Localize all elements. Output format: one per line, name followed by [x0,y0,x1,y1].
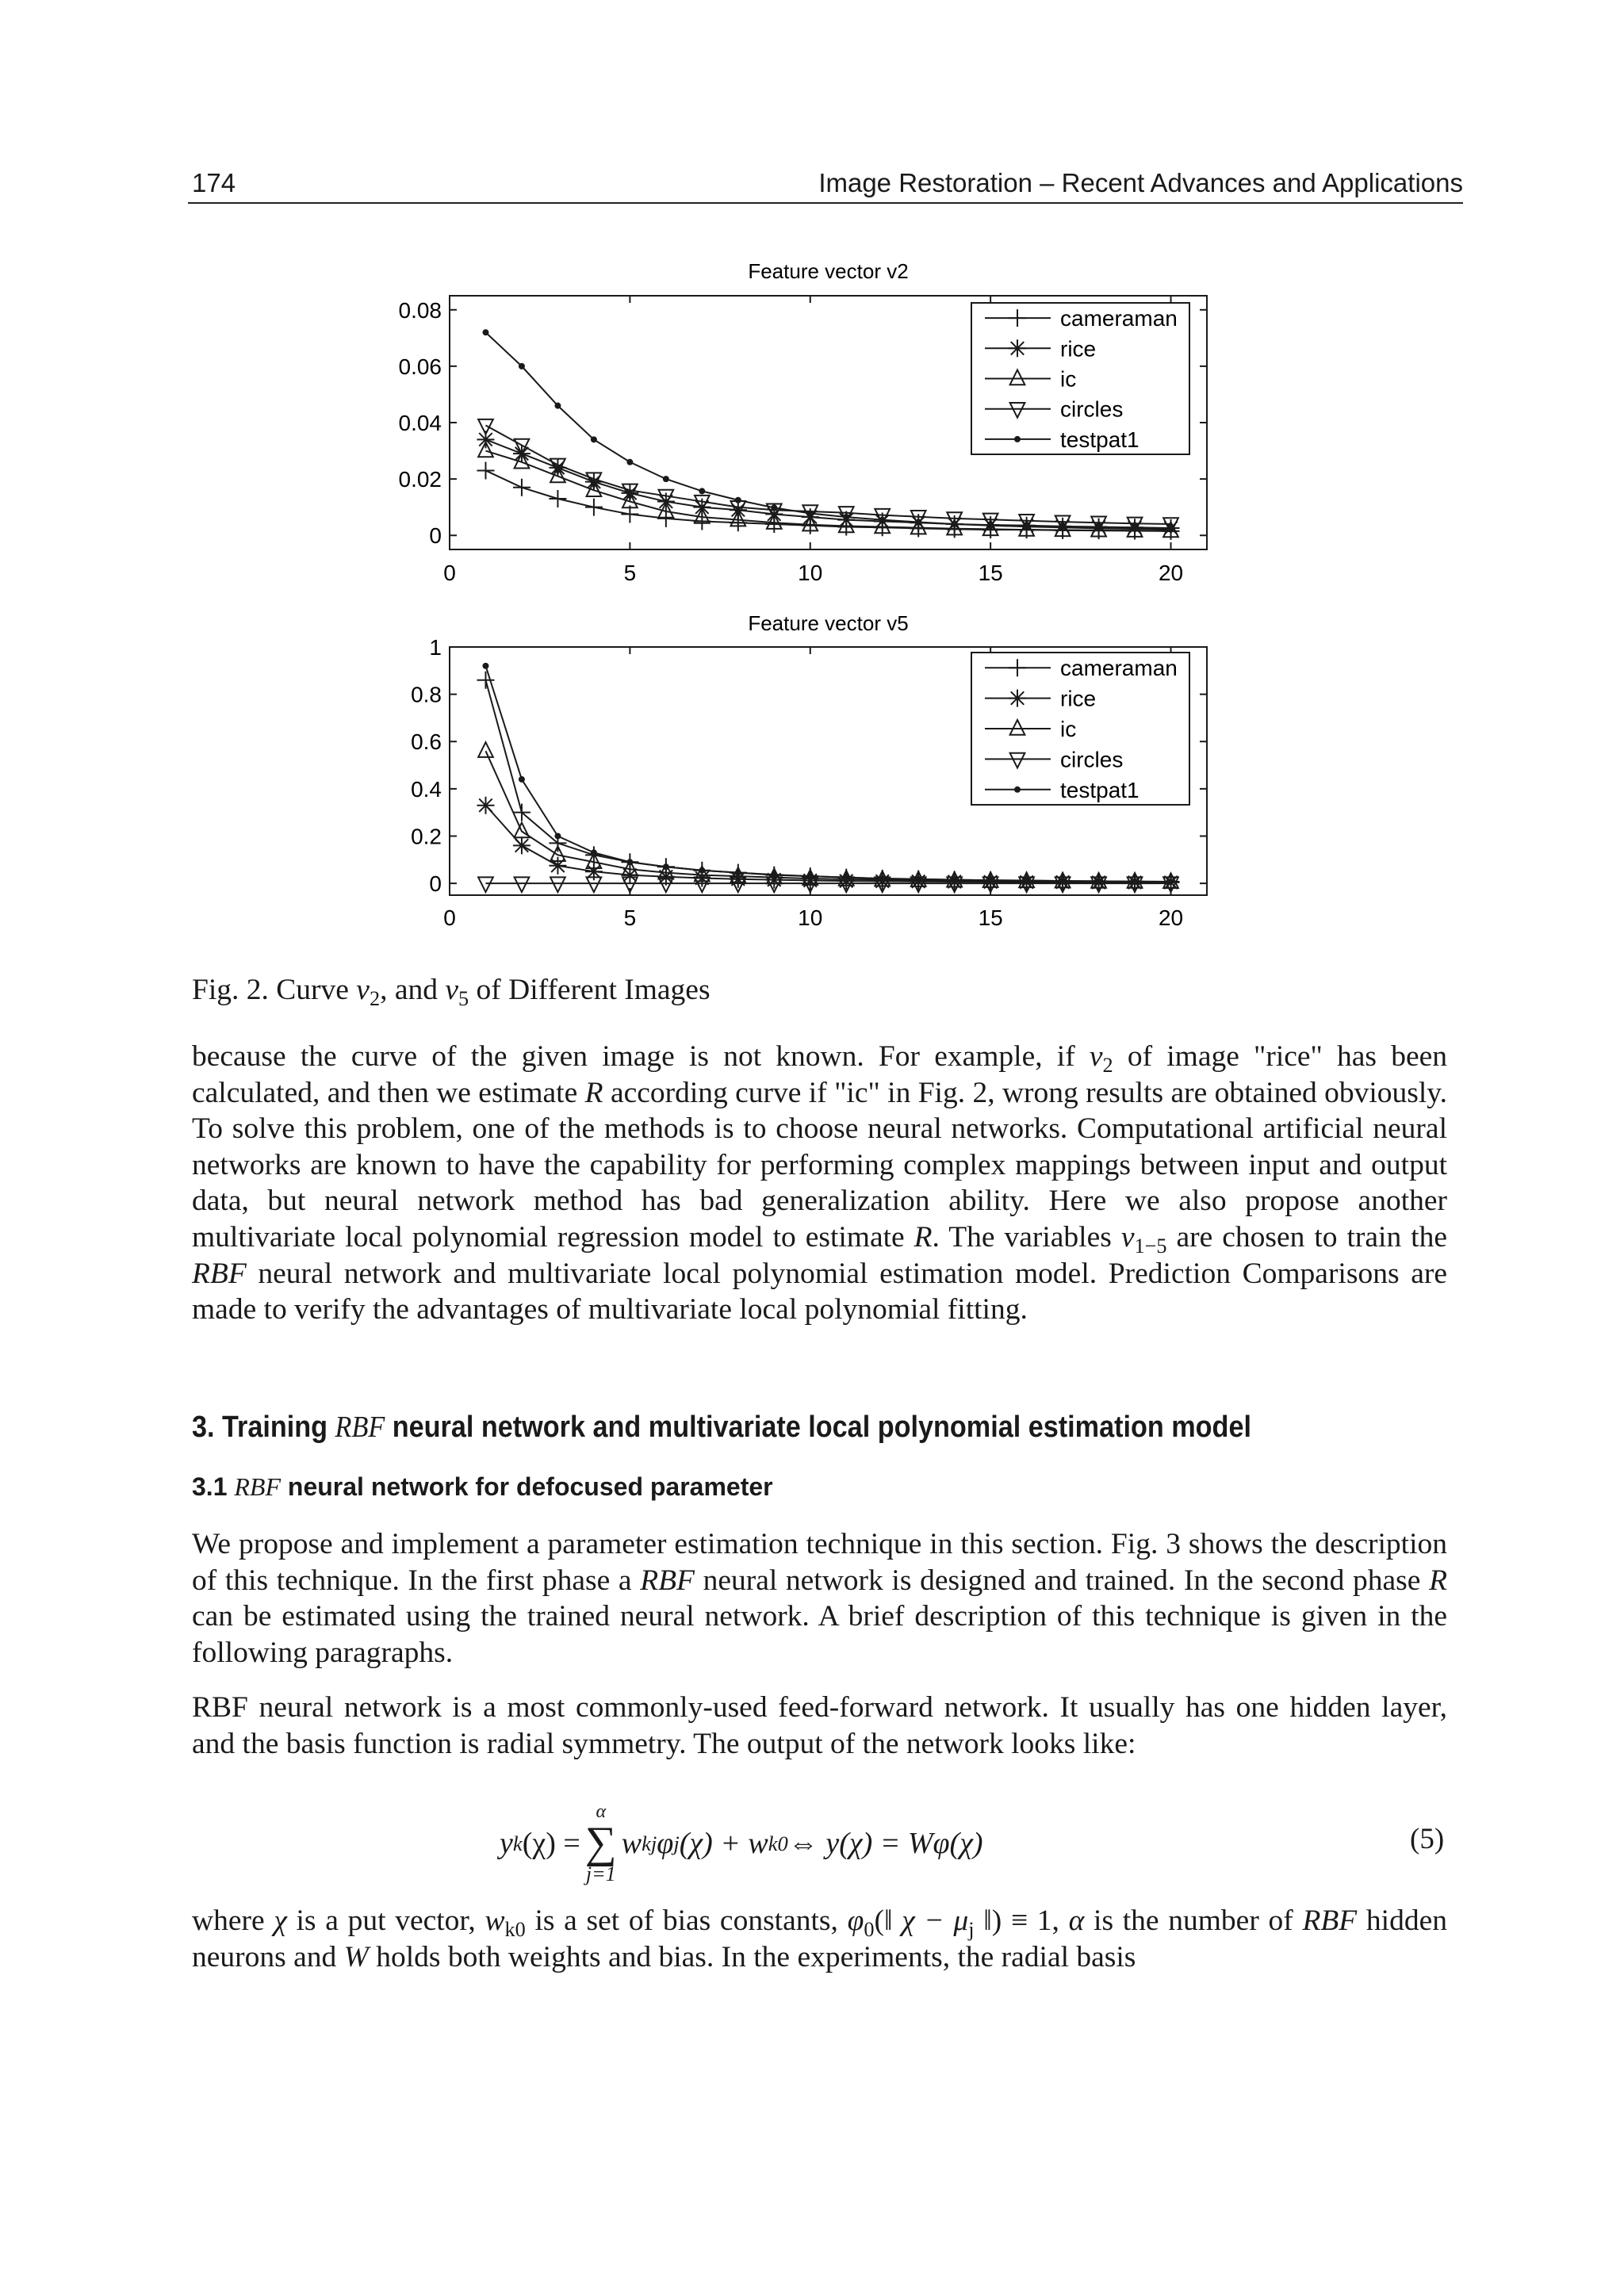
dot-marker [554,403,561,409]
chart-legend [971,653,1189,805]
dot-marker [843,875,849,881]
dot-marker [699,867,705,874]
x-tick-label: 10 [798,905,823,930]
dot-marker [735,497,741,503]
text-run: . The variables [932,1220,1121,1254]
text-run: of image "rice" has been calculated, and then we estimate [192,1040,1447,1109]
plus-marker [585,499,603,516]
dot-marker [591,436,597,442]
dot-marker [1096,525,1102,531]
math-italic: α [1068,1904,1085,1937]
dot-marker [591,849,597,856]
dot-marker [1132,526,1138,532]
x-tick-label: 20 [1158,905,1184,930]
subsection-heading [192,1472,773,1502]
plus-marker [549,490,566,507]
text-run: , and [380,974,446,1006]
y-tick-label: 0.8 [411,682,442,707]
text-run: holds both weights and bias. In the experiments, the radial basis [368,1940,1136,1973]
text-run: RBF neural network is a most commonly-used feed-forward network. It usually has one hidden layer, and the basis function is radial symmetry. The output of the network looks like: [192,1691,1447,1760]
text-run: 3. Training [192,1411,335,1444]
eq-lhs: y [500,1827,513,1860]
legend-label: rice [1060,336,1097,362]
text-run: We propose and implement a parameter estimation technique in this section. Fig. 3 shows the description of this technique. In the first phase a [192,1528,1447,1597]
math-italic: R [914,1220,933,1254]
subscript: 1−5 [1134,1234,1167,1258]
dot-marker [663,476,669,482]
legend-label: testpat1 [1060,427,1139,452]
y-tick-label: 0.4 [411,776,442,802]
text-run: neural network for defocused parameter [281,1472,773,1501]
subscript: 2 [1102,1053,1113,1077]
figure-2-charts [0,0,1624,951]
text-run: (‖ [874,1904,902,1937]
x-tick-label: 15 [978,561,1003,585]
text-run: can be estimated using the trained neural network. A brief description of this technique is given in the following paragraphs. [192,1600,1447,1669]
math-italic: RBF [234,1472,282,1501]
chart-1 [399,259,1208,585]
subscript: k0 [504,1917,526,1941]
dot-marker [915,519,921,526]
dot-marker [1024,878,1030,884]
text-run: where [192,1904,274,1937]
text-run: 3.1 [192,1472,235,1501]
dot-marker [1168,879,1174,885]
figure-caption [192,972,1447,1009]
eq-rest: (χ) + w [679,1827,768,1860]
text-run: according curve if "ic" in Fig. 2, wrong results are obtained obviously. To solve this problem, one of the methods is to choose neural networks. Computational artificial neural networks are known to have the capability for performing complex mappings between input and output data, but neural network method has bad generalization ability. Here we also propose another multivariate local polynomial regression model to estimate [192,1076,1447,1254]
legend-label: circles [1060,747,1124,772]
text-run: is the number of [1084,1904,1303,1937]
legend-label: circles [1060,396,1124,422]
y-tick-label: 0 [429,523,442,549]
dot-marker [952,877,958,883]
text-run: neural network and multivariate local polynomial estimation model [385,1411,1251,1444]
plus-marker [477,461,494,479]
dot-marker [482,329,488,335]
text-run: neural network and multivariate local polynomial estimation model. Prediction Comparisons are made to verify the advantages of multivariate local polynomial fitting. [192,1257,1447,1326]
x-tick-label: 10 [798,561,823,585]
chart-legend [971,303,1189,454]
subscript: 2 [369,986,381,1010]
running-header-title: Image Restoration – Recent Advances and Applications [818,168,1463,197]
dot-marker [554,833,561,839]
dot-marker [952,521,958,527]
star-marker [513,836,530,854]
dot-marker [1014,436,1021,442]
chart-title: Feature vector v5 [748,611,909,635]
dot-marker [987,877,994,883]
dot-marker [915,876,921,882]
x-tick-label: 0 [443,561,456,585]
body-paragraph [192,1690,1447,1762]
math-italic: v [1120,1220,1135,1254]
dot-marker [879,517,886,523]
subscript: 0 [864,1917,875,1941]
legend-label: rice [1060,686,1097,711]
y-tick-label: 0.2 [411,824,442,849]
star-marker [1009,339,1026,357]
dot-marker [735,870,741,876]
x-tick-label: 0 [443,905,456,930]
y-tick-label: 0.04 [398,411,442,435]
dot-marker [626,459,633,465]
legend-label: cameraman [1060,656,1178,681]
math-italic: v [356,974,370,1006]
dot-marker [1059,524,1066,530]
equation-number: (5) [1410,1823,1445,1855]
triangle-down-marker [478,877,493,892]
page-number: 174 [192,168,236,197]
summation [585,1801,617,1885]
star-marker [477,797,494,814]
math-italic: v [445,974,459,1006]
triangle-up-marker [478,742,493,757]
dot-marker [771,871,777,878]
dot-marker [807,873,814,879]
eq-phi: φ [657,1827,674,1860]
legend-label: ic [1060,717,1077,741]
dot-marker [699,488,705,494]
dot-marker [519,363,525,369]
dot-marker [1132,879,1138,885]
math-italic: W [343,1940,369,1973]
dot-marker [519,776,525,783]
dot-marker [626,859,633,865]
y-tick-label: 0 [429,871,442,897]
text-run: are chosen to train the [1166,1220,1447,1254]
dot-marker [1168,526,1174,533]
dot-marker [879,875,886,882]
text-run: Fig. 2. Curve [192,974,357,1006]
star-marker [1009,690,1026,707]
y-tick-label: 0.06 [398,354,442,379]
text-run: hidden neurons and [192,1904,1447,1973]
text-run: of Different Images [469,974,710,1006]
text-run: is a put vector, [286,1904,485,1937]
triangle-down-marker [515,877,530,892]
sum-symbol: ∑ [584,1818,617,1867]
y-tick-label: 0.6 [411,729,442,755]
math-italic: RBF [192,1257,247,1290]
eq-rhs: ⇔ y(χ) = Wφ(χ) [787,1827,983,1860]
subscript: j [968,1917,975,1941]
sum-lower-limit: j=1 [585,1862,616,1885]
dot-marker [482,663,488,669]
dot-marker [1059,878,1066,884]
section-heading [192,1410,1251,1445]
math-italic: w [485,1904,505,1937]
y-tick-label: 0.02 [398,467,442,492]
equation-5: y k (χ) = α ∑ j=1 w kj φ j (χ) + w k0 ⇔ y(χ) = Wφ(χ) [500,1801,983,1885]
legend-label: cameraman [1060,306,1178,331]
eq-term: w [621,1827,642,1860]
text-run: because the curve of the given image is not known. For example, if [192,1040,1090,1073]
legend-label: ic [1060,366,1077,392]
sum-upper-limit: α [596,1801,607,1822]
math-italic: χ [274,1904,287,1937]
dot-marker [987,523,994,529]
math-italic: R [1429,1564,1447,1597]
body-paragraph [192,1039,1447,1328]
dot-marker [771,504,777,511]
math-italic: RBF [640,1564,695,1597]
dot-marker [843,514,849,520]
math-italic: RBF [1302,1904,1358,1937]
eq-arg: (χ) = [522,1827,580,1860]
chart-2 [411,611,1207,930]
text-run: neural network is designed and trained. In the second phase [694,1564,1430,1597]
x-tick-label: 5 [623,561,637,585]
legend-label: testpat1 [1060,777,1139,802]
dot-marker [1014,787,1021,793]
plus-marker [513,479,530,496]
body-paragraph [192,1903,1447,1975]
y-tick-label: 1 [429,635,442,660]
dot-marker [807,510,814,516]
subscript: 5 [458,986,469,1010]
triangle-down-marker [550,877,565,892]
x-tick-label: 15 [978,905,1003,930]
x-tick-label: 5 [623,905,637,930]
body-paragraph [192,1526,1447,1671]
math-italic: χ − μ [902,1904,969,1937]
math-italic: v [1089,1040,1103,1073]
chart-title: Feature vector v2 [748,259,909,283]
y-tick-label: 0.08 [398,297,442,323]
dot-marker [663,863,669,870]
math-italic: R [584,1076,603,1109]
math-italic: RBF [335,1411,385,1444]
text-run: ‖) ≡ 1, [974,1904,1069,1937]
dot-marker [1024,523,1030,530]
x-tick-label: 20 [1158,561,1184,585]
math-italic: φ [847,1904,864,1937]
dot-marker [1096,878,1102,884]
text-run: is a set of bias constants, [525,1904,848,1937]
